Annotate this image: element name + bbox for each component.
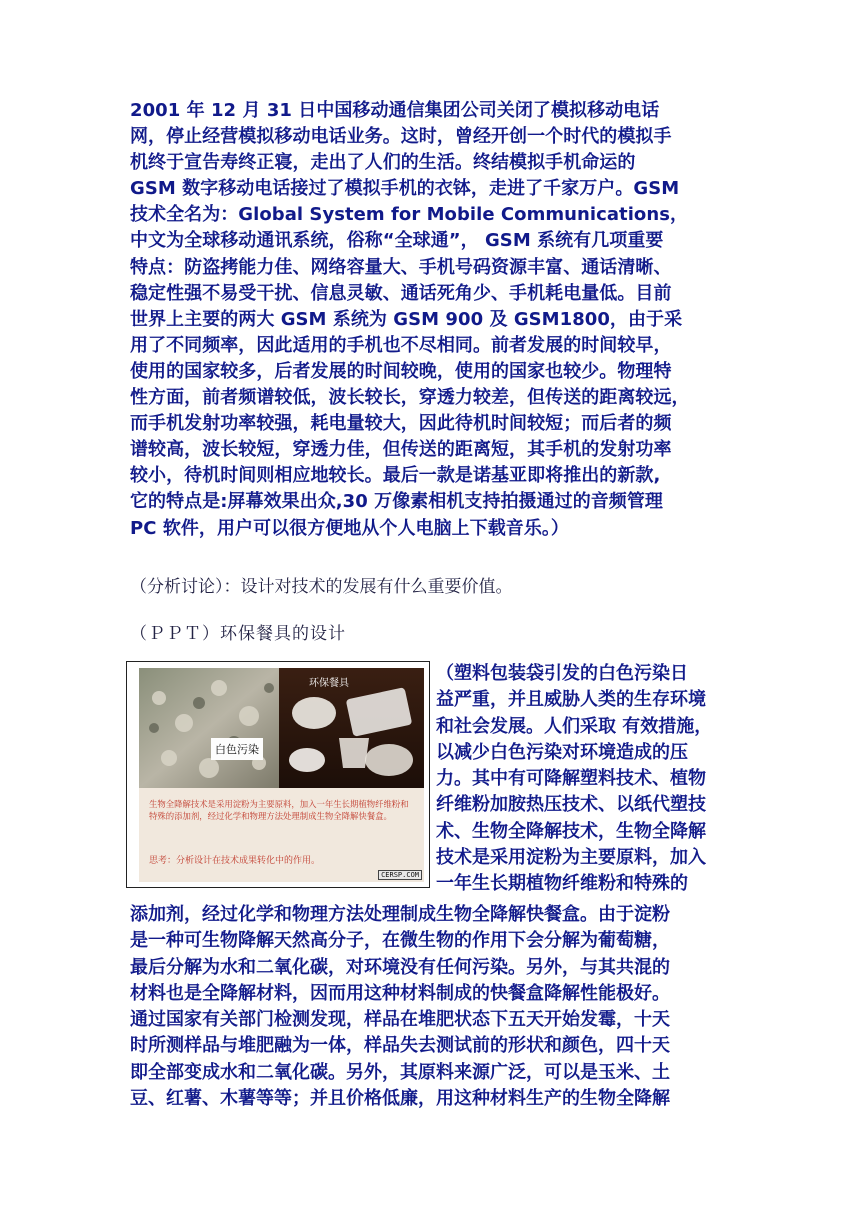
- paragraph-line: 是一种可生物降解天然高分子，在微生物的作用下会分解为葡萄糖，: [130, 930, 670, 952]
- paragraph-line: 网，停止经营模拟移动电话业务。这时，曾经开创一个时代的模拟手: [130, 126, 672, 148]
- slide-description: 生物全降解技术是采用淀粉为主要原料，加入一年生长期植物纤维粉和特殊的添加剂，经过化学和物理方法处理制成生物全降解快餐盒。: [149, 799, 409, 822]
- paragraph-line: 用了不同频率，因此适用的手机也不尽相同。前者发展的时间较早，: [130, 334, 672, 356]
- paragraph-line: 技术是采用淀粉为主要原料，加入: [436, 847, 706, 869]
- slide-frame: [139, 668, 424, 882]
- paragraph-line: 它的特点是:屏幕效果出众,30 万像素相机支持拍摄通过的音频管理: [130, 491, 663, 513]
- eco-tableware-slide-image: [126, 661, 430, 888]
- paragraph-line: 谱较高，波长较短，穿透力佳，但传送的距离短，其手机的发射功率: [130, 439, 672, 461]
- paragraph-line: 稳定性强不易受干扰、信息灵敏、通话死角少、手机耗电量低。目前: [130, 282, 672, 304]
- paragraph-line: 时所测样品与堆肥融为一体，样品失去测试前的形状和颜色，四十天: [130, 1035, 670, 1057]
- paragraph-line: 添加剂，经过化学和物理方法处理制成生物全降解快餐盒。由于淀粉: [130, 904, 670, 925]
- slide-photo: [139, 668, 424, 788]
- paragraph-line: 较小，待机时间则相应地较长。最后一款是诺基亚即将推出的新款,: [130, 465, 661, 487]
- paragraph-line: 即全部变成水和二氧化碳。另外，其原料来源广泛，可以是玉米、土: [130, 1061, 670, 1083]
- gsm-paragraph: [130, 98, 730, 542]
- discussion-prompt: （分析讨论）：设计对技术的发展有什么重要价值。: [130, 577, 513, 597]
- slide-photo-graphic: [139, 668, 424, 788]
- paragraph-line: 一年生长期植物纤维粉和特殊的: [436, 873, 688, 895]
- paragraph-line: 世界上主要的两大 GSM 系统为 GSM 900 及 GSM1800，由于采: [130, 308, 683, 330]
- paragraph-line: 技术全名为：Global System for Mobile Communications，: [130, 204, 689, 226]
- continued-paragraph: [130, 902, 730, 1112]
- paragraph-line: 材料也是全降解材料，因而用这种材料制成的快餐盒降解性能极好。: [130, 982, 670, 1004]
- paragraph-line: GSM 数字移动电话接过了模拟手机的衣钵，走进了千家万户。GSM: [130, 178, 680, 200]
- paragraph-line: 术、生物全降解技术，生物全降解: [436, 820, 706, 842]
- paragraph-line: 性方面，前者频谱较低，波长较长，穿透力较差，但传送的距离较远，: [130, 387, 690, 409]
- paragraph-line: 以减少白色污染对环境造成的压: [436, 741, 688, 763]
- document-page: [130, 98, 730, 1110]
- paragraph-line: 最后分解为水和二氧化碳，对环境没有任何污染。另外，与其共混的: [130, 956, 670, 978]
- paragraph-line: 中文为全球移动通讯系统，俗称“全球通”， GSM 系统有几项重要: [130, 230, 664, 252]
- paragraph-line: 益严重，并且威胁人类的生存环境: [436, 689, 706, 711]
- paragraph-line: 机终于宣告寿终正寝，走出了人们的生活。终结模拟手机命运的: [130, 152, 636, 174]
- white-pollution-label: 白色污染: [211, 738, 263, 760]
- ppt-heading: （ＰＰＴ）环保餐具的设计: [130, 624, 346, 644]
- eco-tableware-label: 环保餐具: [309, 678, 349, 689]
- slide-think-question: 思考：分析设计在技术成果转化中的作用。: [149, 856, 321, 866]
- paragraph-line: 纤维粉加胺热压技术、以纸代塑技: [436, 794, 706, 816]
- wrapped-paragraph: [436, 661, 732, 898]
- paragraph-line: 通过国家有关部门检测发现，样品在堆肥状态下五天开始发霉，十天: [130, 1009, 670, 1031]
- paragraph-line: 和社会发展。人们采取 有效措施，: [436, 715, 713, 737]
- paragraph-line: 力。其中有可降解塑料技术、植物: [436, 768, 706, 790]
- slide-caption-area: [139, 788, 424, 882]
- paragraph-line: 特点：防盗拷能力佳、网络容量大、手机号码资源丰富、通话清晰、: [130, 256, 672, 278]
- paragraph-line: （塑料包装袋引发的白色污染日: [436, 663, 688, 684]
- paragraph-line: 豆、红薯、木薯等等；并且价格低廉，用这种材料生产的生物全降解: [130, 1088, 670, 1110]
- site-logo: CERSP.COM: [378, 870, 422, 880]
- paragraph-line: 使用的国家较多，后者发展的时间较晚，使用的国家也较少。物理特: [130, 360, 672, 382]
- paragraph-line: 2001 年 12 月 31 日中国移动通信集团公司关闭了模拟移动电话: [130, 100, 660, 121]
- paragraph-line: PC 软件，用户可以很方便地从个人电脑上下载音乐。）: [130, 517, 569, 539]
- paragraph-line: 而手机发射功率较强，耗电量较大，因此待机时间较短；而后者的频: [130, 413, 672, 435]
